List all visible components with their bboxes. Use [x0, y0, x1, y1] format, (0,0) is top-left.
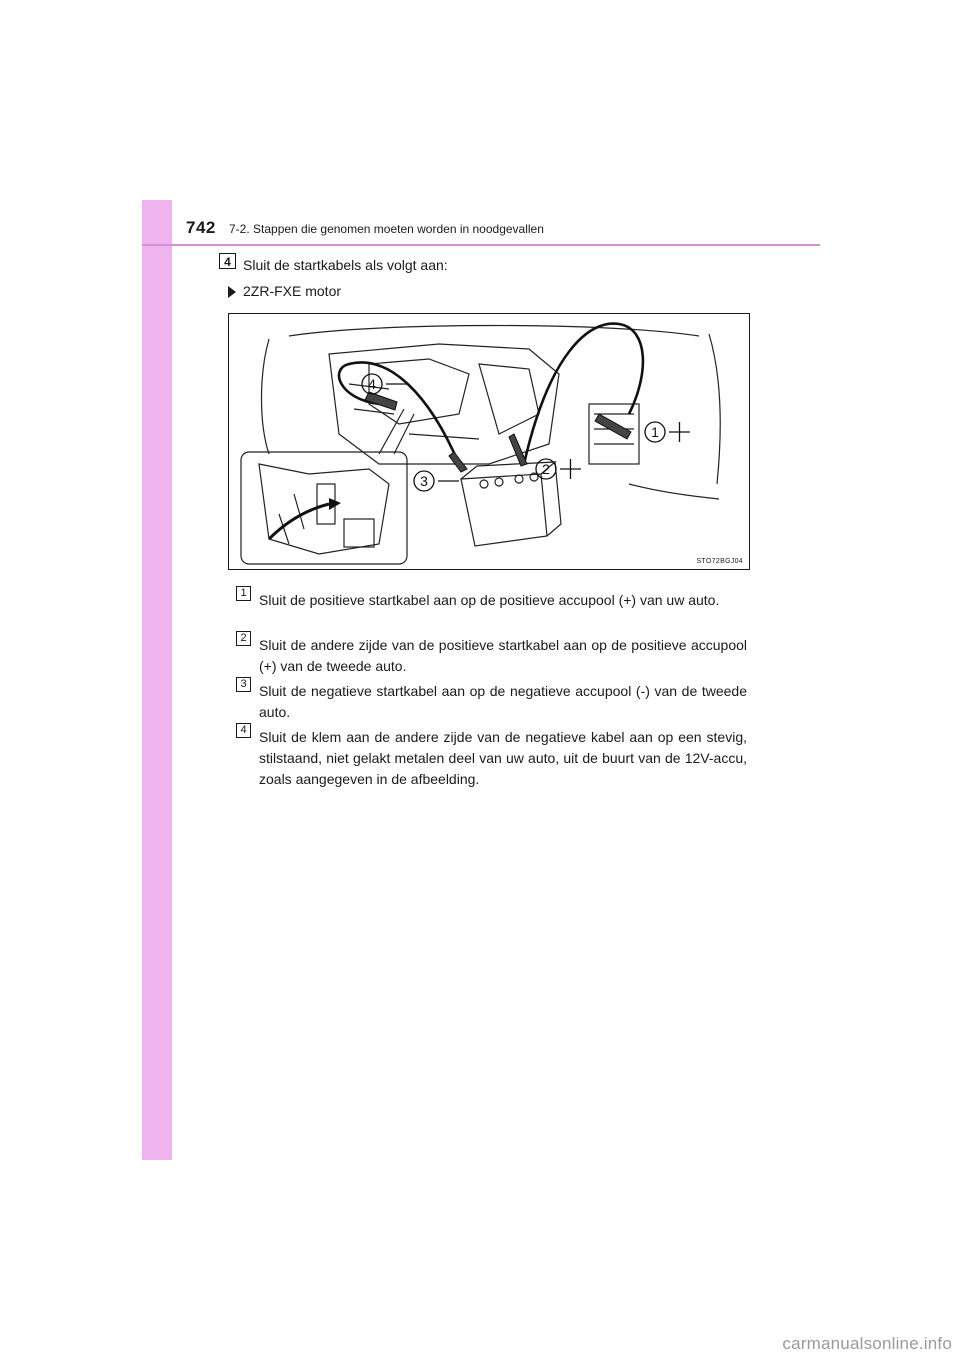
engine-variant-label: 2ZR-FXE motor: [243, 283, 342, 299]
item-number-badge: 1: [236, 586, 251, 601]
item-number-badge: 2: [236, 631, 251, 646]
figure-code: STO72BGJ04: [696, 558, 743, 565]
jump-start-illustration: [228, 313, 750, 570]
callout-label: 3: [420, 473, 428, 489]
step-number-badge: 4: [219, 253, 236, 269]
item-number-badge: 4: [236, 723, 251, 738]
callout-label: 4: [368, 376, 376, 392]
bullet-arrow-icon: [228, 286, 236, 298]
header-divider: [142, 244, 820, 246]
engine-bay-drawing: [229, 314, 751, 571]
item-text: Sluit de negatieve startkabel aan op de negatieve accupool (-) van de tweede auto.: [259, 683, 747, 720]
item-text: Sluit de positieve startkabel aan op de positieve accupool (+) van uw auto.: [259, 592, 720, 608]
chapter-sidebar-tab: [142, 200, 172, 1160]
watermark: carmanualsonline.info: [782, 1334, 952, 1353]
callout-label: 1: [651, 424, 659, 440]
step-instruction: Sluit de startkabels als volgt aan:: [243, 257, 448, 273]
item-text: Sluit de andere zijde van de positieve startkabel aan op de positieve accupool (+) van de tweede auto.: [259, 637, 747, 674]
callout-label: 2: [542, 461, 550, 477]
section-title: 7-2. Stappen die genomen moeten worden in noodgevallen: [229, 222, 544, 236]
item-number-badge: 3: [236, 677, 251, 692]
page-number: 742: [186, 218, 216, 237]
item-text: Sluit de klem aan de andere zijde van de negatieve kabel aan op een stevig, stilstaand, niet gelakt metalen deel van uw auto, uit de buurt van de 12V-accu, zoals aangegeven in de afbeelding.: [259, 729, 747, 787]
